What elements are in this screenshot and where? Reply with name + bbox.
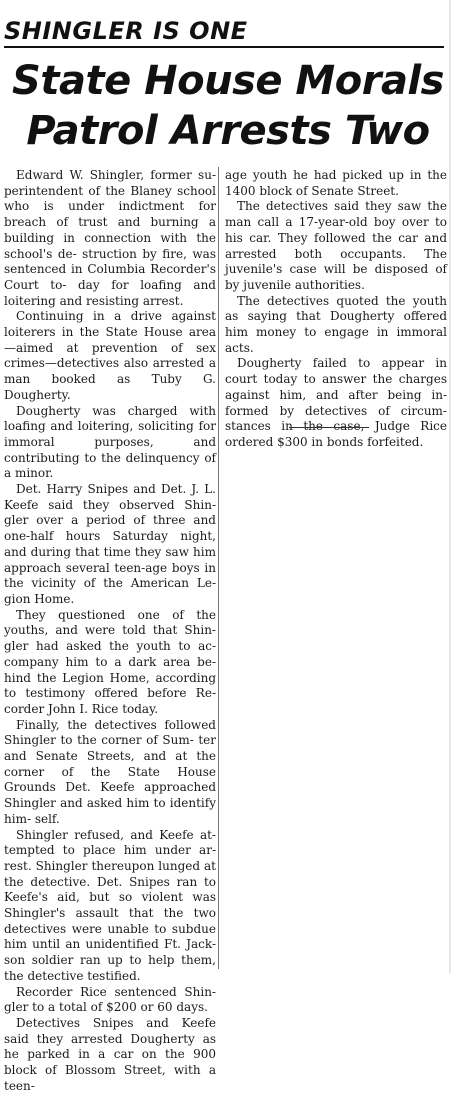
- paragraph: Continuing in a drive against loiterers in the State House area —aimed at prevention of sex crimes—detectives also arrested a man booked as Tuby G. Dougherty.: [4, 309, 216, 402]
- paragraph: The detectives quoted the youth as saying that Dougherty offered him money to engage in immoral acts.: [225, 293, 447, 355]
- paragraph: They questioned one of the youths, and were told that Shin- gler had asked the youth to ac- company him to a dark area be- hind the Legion Home, according to testimony offered before Re- corder John I. Rice today.: [4, 607, 216, 716]
- paragraph: Det. Harry Snipes and Det. J. L. Keefe said they observed Shin- gler over a period of three and one-half hours Saturday night, and during that time they saw him approach several teen-age boys in the vicinity of the American Le- gion Home.: [4, 482, 216, 606]
- headline: [8, 56, 448, 156]
- kicker-label: SHINGLER IS ONE: [4, 17, 248, 45]
- right-column: [225, 168, 447, 451]
- paragraph-continued: age youth he had picked up in the 1400 block of Senate Street.: [225, 168, 447, 198]
- paragraph: Finally, the detectives followed Shingler to the corner of Sum- ter and Senate Streets, and at the corner of the State House Grounds Det. Keefe approached Shingler and asked him to identify him- self.: [4, 717, 216, 826]
- paragraph: The detectives said they saw the man call a 17-year-old boy over to his car. They followed the car and arrested both occupants. The juvenile's case will be disposed of by juvenile authorities.: [225, 199, 447, 292]
- left-column: [4, 168, 216, 1094]
- column-divider: [218, 167, 219, 969]
- paragraph: Edward W. Shingler, former su- perintendent of the Blaney school who is under indictment for breach of trust and burning a building in connection with the school's de- struction by fire, was sentenced in Columbia Recorder's Court to- day for loafing and loitering and resisting arrest.: [4, 168, 216, 308]
- headline-line-1: State House Morals: [12, 58, 444, 104]
- kicker-underline: [4, 46, 444, 48]
- paragraph: Dougherty failed to appear in court today to answer the charges against him, and after being in- formed by detectives of circum- stances in the case, Judge Rice ordered $300 in bonds forfeited.: [225, 356, 447, 449]
- end-of-article-rule: [289, 427, 369, 428]
- page-edge: [449, 0, 451, 974]
- paragraph: Dougherty was charged with loafing and loitering, soliciting for immoral purposes, and contributing to the delinquency of a minor.: [4, 403, 216, 481]
- headline-line-2: Patrol Arrests Two: [26, 108, 430, 154]
- paragraph: Detectives Snipes and Keefe said they arrested Dougherty as he parked in a car on the 900 block of Blossom Street, with a teen-: [4, 1015, 216, 1093]
- paragraph: Shingler refused, and Keefe at- tempted to place him under ar- rest. Shingler thereupon lunged at the detective. Det. Snipes ran to Keefe's aid, but so violent was Shingler's assault that the two detectives were unable to subdue him until an unidentified Ft. Jack- son soldier ran up to help them, the detective testified.: [4, 827, 216, 983]
- paragraph: Recorder Rice sentenced Shin- gler to a total of $200 or 60 days.: [4, 984, 216, 1015]
